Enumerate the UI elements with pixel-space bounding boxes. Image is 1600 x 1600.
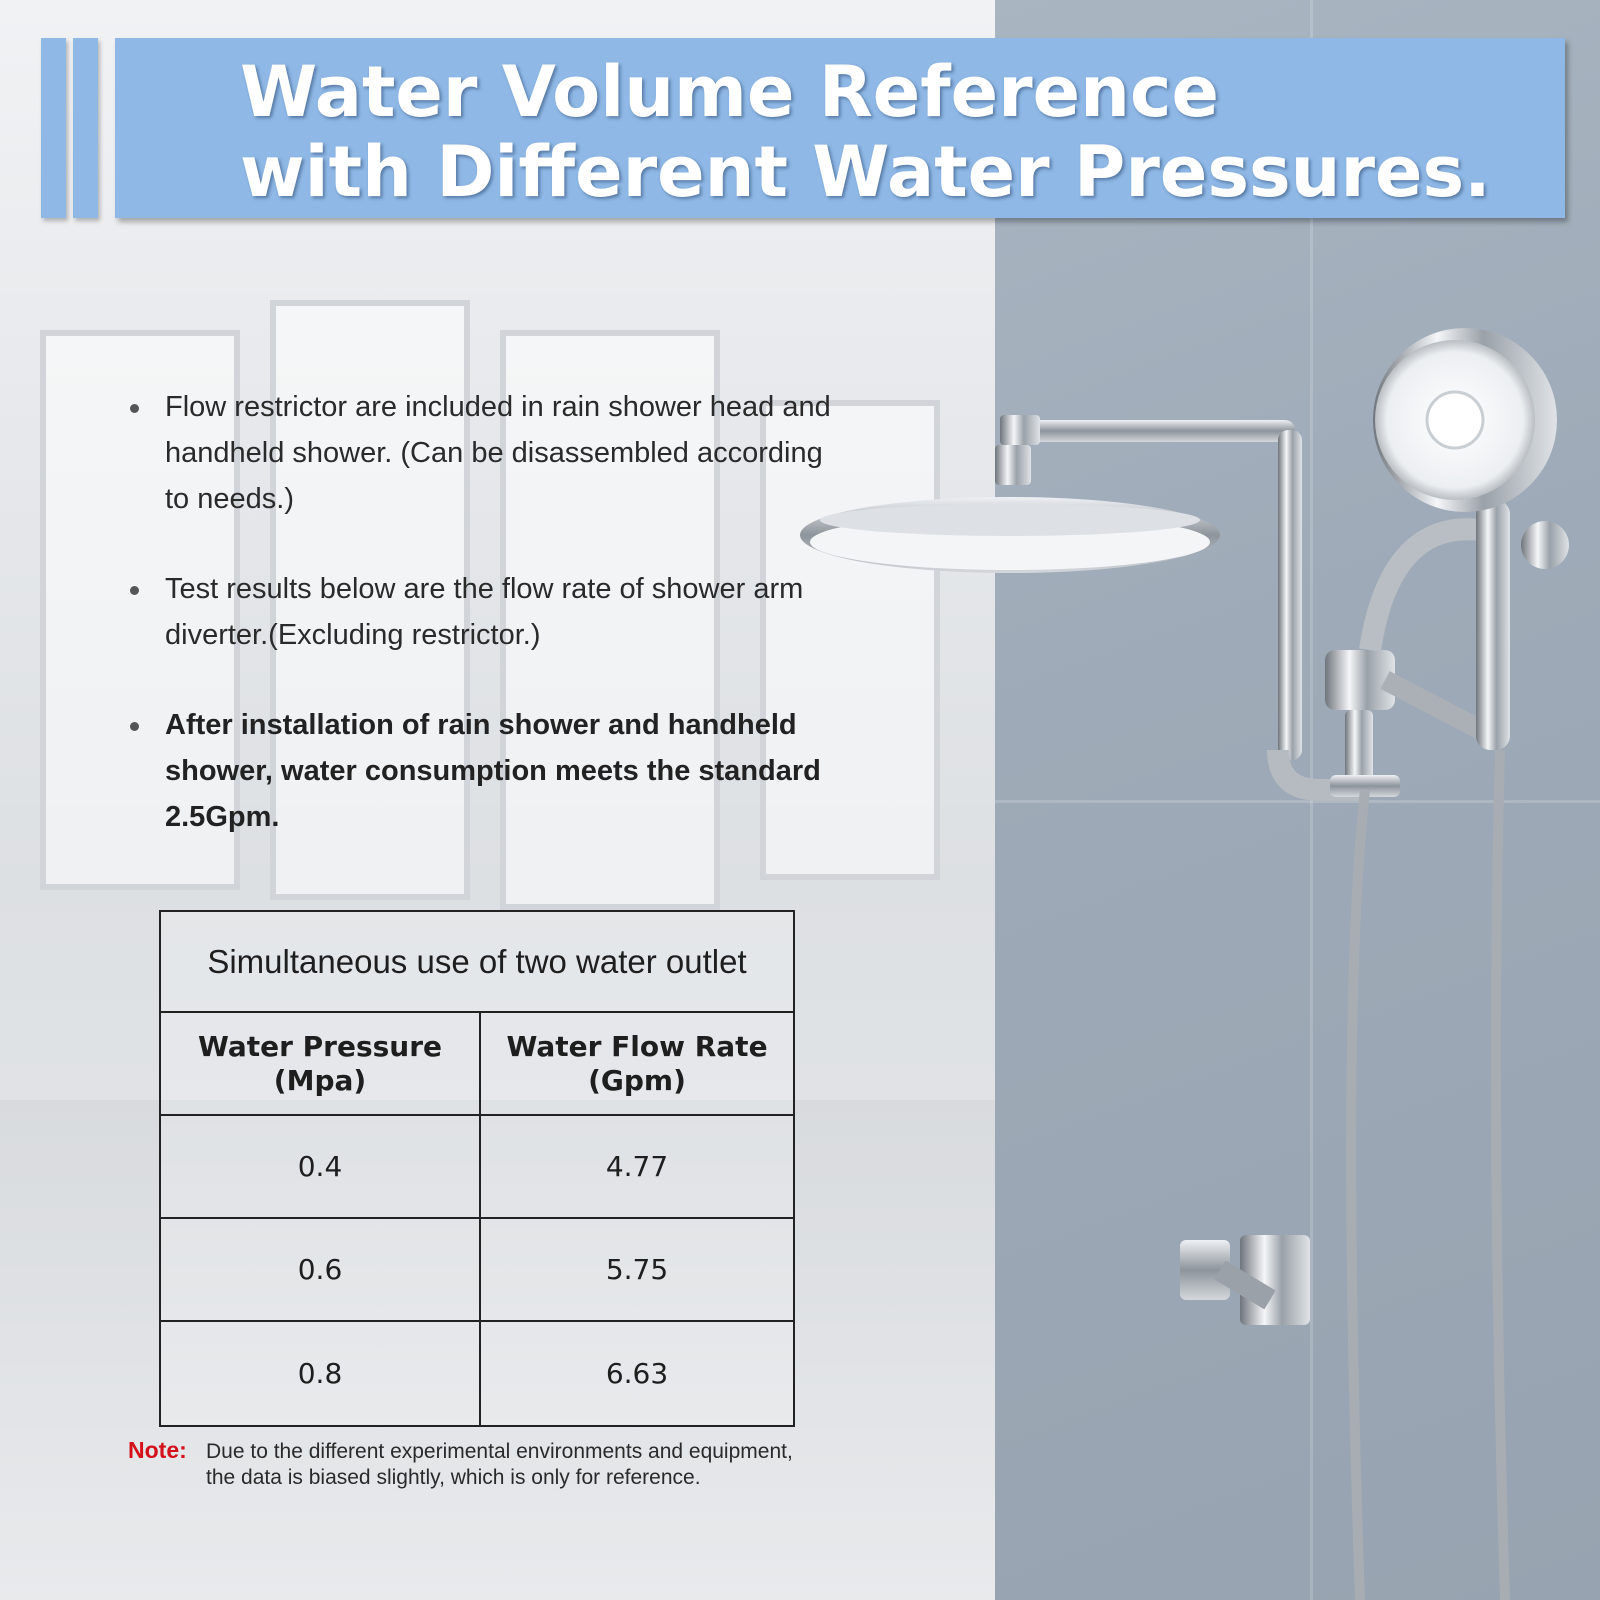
column-header-flow [479, 1013, 793, 1114]
list-item [125, 566, 845, 658]
header-accent-bar [41, 38, 66, 218]
shower-arm [995, 415, 1360, 790]
list-item-text: After installation of rain shower and handheld shower, water consumption meets the standard 2.5Gpm. [165, 709, 821, 833]
list-item-text: Test results below are the flow rate of shower arm diverter.(Excluding restrictor.) [165, 573, 804, 651]
column-header-text: Water Flow Rate [506, 1029, 768, 1063]
table-row [161, 1322, 793, 1425]
pressure-cell: 0.4 [297, 1150, 343, 1183]
note-label: Note: [128, 1437, 187, 1463]
title-line-2: with Different Water Pressures. [240, 131, 1491, 213]
pressure-cell: 0.8 [297, 1357, 343, 1390]
list-item [125, 702, 845, 840]
handheld-holder-arm [1370, 521, 1569, 650]
column-header-unit: (Mpa) [273, 1063, 367, 1097]
column-header-unit: (Gpm) [588, 1063, 686, 1097]
table-header-row [161, 1013, 793, 1116]
table-title: Simultaneous use of two water outlet [161, 912, 793, 1013]
list-item [125, 384, 845, 522]
pressure-cell: 0.6 [297, 1253, 343, 1286]
diverter-valve [1325, 650, 1500, 797]
table-row [161, 1116, 793, 1219]
shower-system-image [800, 320, 1600, 1600]
title-line-1: Water Volume Reference [240, 51, 1219, 133]
page-title [240, 52, 1560, 212]
note-line: Due to the different experimental environments and equipment, [206, 1440, 793, 1463]
shower-hose [1351, 750, 1505, 1600]
header-accent-bar [73, 38, 98, 218]
flow-cell: 5.75 [479, 1219, 793, 1320]
flow-rate-table [159, 910, 795, 1427]
note-text [206, 1439, 886, 1491]
wall-bracket [1180, 1235, 1310, 1325]
rain-shower-head [800, 497, 1220, 573]
note-line: the data is biased slightly, which is only for reference. [206, 1466, 701, 1489]
column-header-pressure [161, 1013, 479, 1114]
bullet-dot-icon [130, 404, 139, 413]
column-header-text: Water Pressure [197, 1029, 443, 1063]
flow-cell: 6.63 [479, 1322, 793, 1425]
feature-list [125, 384, 845, 840]
list-item-text: Flow restrictor are included in rain shower head and handheld shower. (Can be disassembled according to needs.) [165, 391, 831, 515]
flow-cell: 4.77 [479, 1116, 793, 1217]
bullet-dot-icon [130, 586, 139, 595]
bullet-dot-icon [130, 722, 139, 731]
table-row [161, 1219, 793, 1322]
